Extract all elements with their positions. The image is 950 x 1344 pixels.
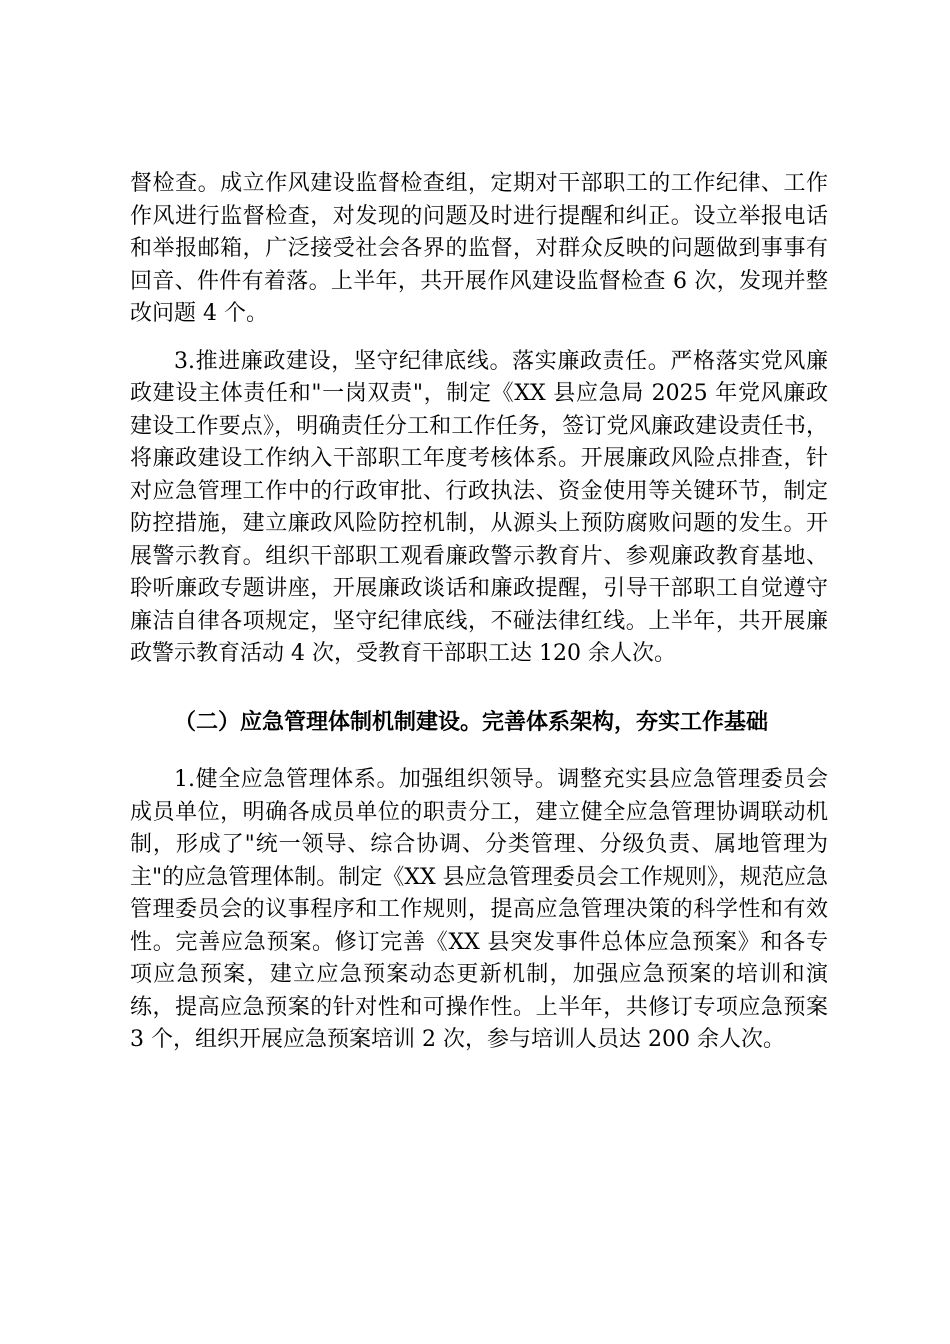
document-page (130, 168, 828, 1057)
paragraph-integrity-building: 3.推进廉政建设，坚守纪律底线。落实廉政责任。严格落实党风廉政建设主体责任和"一岗双责"，制定《XX 县应急局 2025 年党风廉政建设工作要点》，明确责任分工和工作任务，签订党风廉政建设责任书，将廉政建设工作纳入干部职工年度考核体系。开展廉政风险点排查，针对应急管理工作中的行政审批、行政执法、资金使用等关键环节，制定防控措施，建立廉政风险防控机制，从源头上预防腐败问题的发生。开展警示教育。组织干部职工观看廉政警示教育片、参观廉政教育基地、聆听廉政专题讲座，开展廉政谈话和廉政提醒，引导干部职工自觉遵守廉洁自律各项规定，坚守纪律底线，不碰法律红线。上半年，共开展廉政警示教育活动 4 次，受教育干部职工达 120 余人次。 (130, 348, 828, 666)
paragraph-emergency-system: 1.健全应急管理体系。加强组织领导。调整充实县应急管理委员会成员单位，明确各成员单位的职责分工，建立健全应急管理协调联动机制，形成了"统一领导、综合协调、分类管理、分级负责、属地管理为主"的应急管理体制。制定《XX 县应急管理委员会工作规则》，规范应急管理委员会的议事程序和工作规则，提高应急管理决策的科学性和有效性。完善应急预案。修订完善《XX 县突发事件总体应急预案》和各专项应急预案，建立应急预案动态更新机制，加强应急预案的培训和演练，提高应急预案的针对性和可操作性。上半年，共修订专项应急预案 3 个，组织开展应急预案培训 2 次，参与培训人员达 200 余人次。 (130, 767, 828, 1052)
section-heading-emergency-system: （二）应急管理体制机制建设。完善体系架构，夯实工作基础 (174, 708, 769, 735)
paragraph-inspection-continued: 督检查。成立作风建设监督检查组，定期对干部职工的工作纪律、工作作风进行监督检查，对发现的问题及时进行提醒和纠正。设立举报电话和举报邮箱，广泛接受社会各界的监督，对群众反映的问题做到事事有回音、件件有着落。上半年，共开展作风建设监督检查 6 次，发现并整改问题 4 个。 (130, 171, 828, 326)
